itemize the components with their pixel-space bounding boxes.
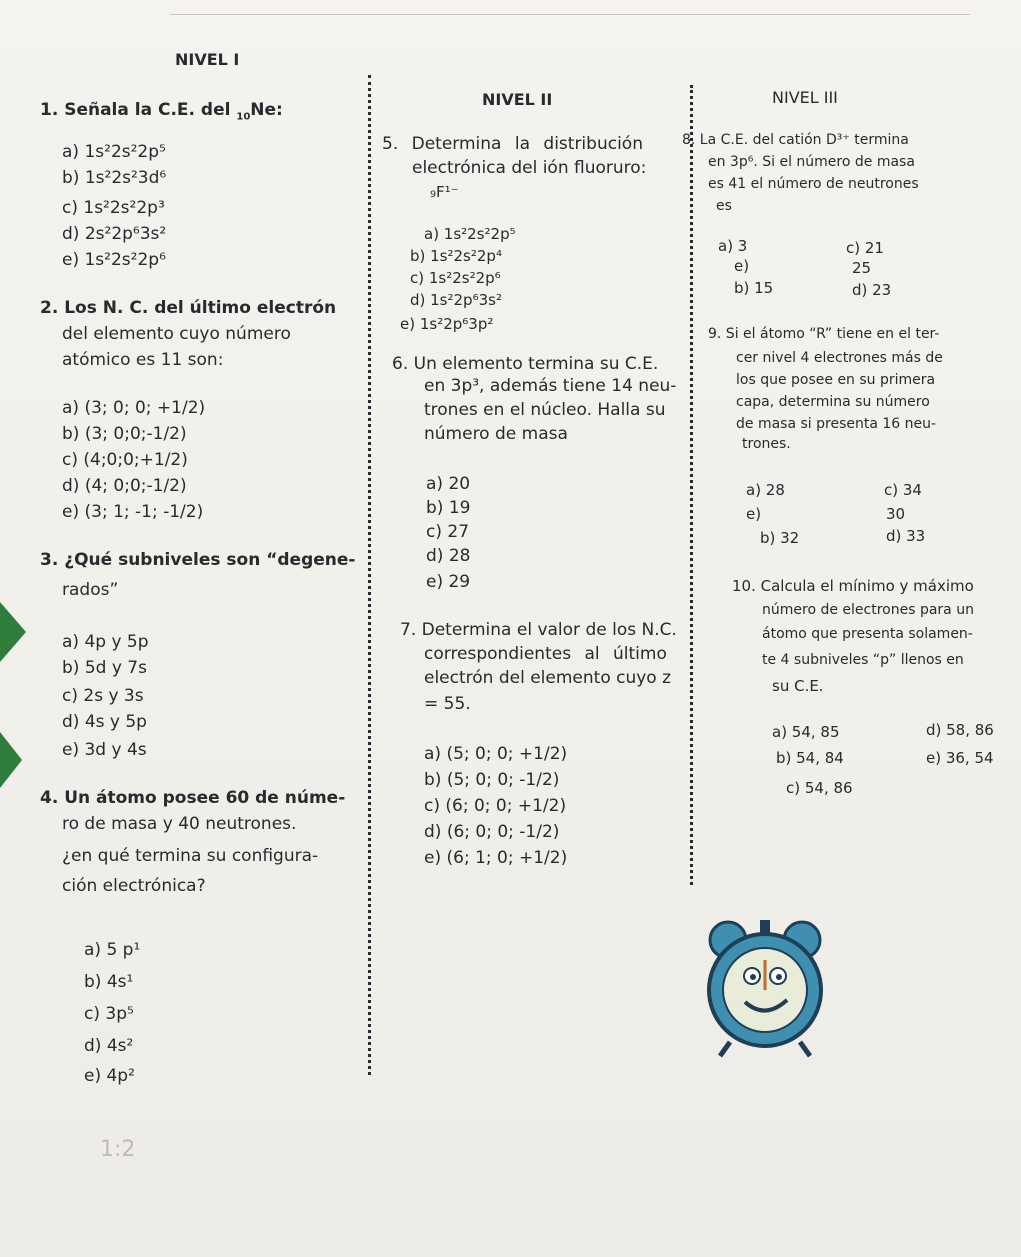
q5-option-a: a) 1s²2s²2p⁵ <box>424 225 516 243</box>
q10-option-e: e) 36, 54 <box>926 749 994 767</box>
q3-line-2: rados” <box>62 580 119 600</box>
q3-option-e: e) 3d y 4s <box>62 740 147 760</box>
q4-line-2: ro de masa y 40 neutrones. <box>62 814 297 834</box>
q7-option-e: e) (6; 1; 0; +1/2) <box>424 848 568 868</box>
level-2-heading: NIVEL II <box>482 90 553 109</box>
q6-option-d: d) 28 <box>426 546 471 566</box>
column-divider-left <box>368 75 371 1075</box>
q9-option-c: c) 34 <box>884 481 922 499</box>
q7-option-b: b) (5; 0; 0; -1/2) <box>424 770 560 790</box>
green-margin-mark <box>0 602 26 662</box>
q8-option-e-value: 25 <box>852 259 872 277</box>
q10-line-1: 10. Calcula el mínimo y máximo <box>732 577 974 595</box>
q5-option-c: c) 1s²2s²2p⁶ <box>410 269 501 287</box>
q2-line-2: del elemento cuyo número <box>62 324 291 344</box>
q1-title: 1. Señala la C.E. del $_{10}$Ne: <box>40 100 283 123</box>
q1-option-d: d) 2s²2p⁶3s² <box>62 224 167 244</box>
q8-option-a: a) 3 <box>718 237 748 255</box>
q10-option-a: a) 54, 85 <box>772 723 840 741</box>
q4-line-4: ción electrónica? <box>62 876 206 896</box>
q5-option-d: d) 1s²2p⁶3s² <box>410 291 502 309</box>
q10-line-3: átomo que presenta solamen- <box>762 626 973 642</box>
q10-line-2: número de electrones para un <box>762 602 974 618</box>
q1-option-e: e) 1s²2s²2p⁶ <box>62 250 166 270</box>
q6-line-1: 6. Un elemento termina su C.E. <box>392 354 659 374</box>
q6-line-2: en 3p³, además tiene 14 neu- <box>424 376 677 396</box>
q7-option-a: a) (5; 0; 0; +1/2) <box>424 744 568 764</box>
q9-option-e-value: 30 <box>886 505 906 523</box>
q6-option-c: c) 27 <box>426 522 470 542</box>
q2-option-c: c) (4;0;0;+1/2) <box>62 450 188 470</box>
q3-line-1: 3. ¿Qué subniveles son “degene- <box>40 550 356 570</box>
q7-line-2: correspondientes al último <box>424 644 667 664</box>
q2-line-3: atómico es 11 son: <box>62 350 224 370</box>
q9-line-6: trones. <box>742 436 791 452</box>
q6-line-3: trones en el núcleo. Halla su <box>424 400 666 420</box>
q8-line-3: es 41 el número de neutrones <box>708 176 919 192</box>
q2-line-1: 2. Los N. C. del último electrón <box>40 298 337 318</box>
q2-option-a: a) (3; 0; 0; +1/2) <box>62 398 206 418</box>
q2-option-b: b) (3; 0;0;-1/2) <box>62 424 187 444</box>
q3-option-a: a) 4p y 5p <box>62 632 149 652</box>
q7-option-c: c) (6; 0; 0; +1/2) <box>424 796 567 816</box>
q9-line-1: 9. Si el átomo “R” tiene en el ter- <box>708 326 940 342</box>
handwritten-note: 1:2 <box>100 1137 136 1162</box>
q9-line-5: de masa si presenta 16 neu- <box>736 416 937 432</box>
alarm-clock-icon <box>690 910 840 1060</box>
q7-option-d: d) (6; 0; 0; -1/2) <box>424 822 560 842</box>
q4-option-e: e) 4p² <box>84 1066 135 1086</box>
level-3-heading: NIVEL III <box>772 88 838 107</box>
q6-option-a: a) 20 <box>426 474 471 494</box>
q6-line-4: número de masa <box>424 424 568 444</box>
q9-line-4: capa, determina su número <box>736 394 930 410</box>
q6-option-e: e) 29 <box>426 572 471 592</box>
q3-option-d: d) 4s y 5p <box>62 712 147 732</box>
q2-option-e: e) (3; 1; -1; -1/2) <box>62 502 204 522</box>
q8-option-b: b) 15 <box>734 279 774 297</box>
q9-line-3: los que posee en su primera <box>736 372 936 388</box>
q1-option-c: c) 1s²2s²2p³ <box>62 198 165 218</box>
q9-option-e: e) <box>746 505 762 523</box>
q9-line-2: cer nivel 4 electrones más de <box>736 350 943 366</box>
q4-option-c: c) 3p⁵ <box>84 1004 134 1024</box>
q4-option-a: a) 5 p¹ <box>84 940 141 960</box>
q3-option-b: b) 5d y 7s <box>62 658 147 678</box>
top-edge-line <box>170 14 970 15</box>
green-margin-mark-2 <box>0 732 22 788</box>
column-divider-right <box>690 85 693 885</box>
q6-option-b: b) 19 <box>426 498 471 518</box>
q3-option-c: c) 2s y 3s <box>62 686 144 706</box>
q1-option-b: b) 1s²2s²3d⁶ <box>62 168 167 188</box>
q8-line-4: es <box>716 198 732 214</box>
q5-ion: ₉F¹⁻ <box>430 183 459 201</box>
q8-option-e: e) <box>734 257 750 275</box>
q10-option-d: d) 58, 86 <box>926 721 994 739</box>
q9-option-d: d) 33 <box>886 527 926 545</box>
q2-option-d: d) (4; 0;0;-1/2) <box>62 476 187 496</box>
q5-option-b: b) 1s²2s²2p⁴ <box>410 247 502 265</box>
q7-line-1: 7. Determina el valor de los N.C. <box>400 620 677 640</box>
q4-line-1: 4. Un átomo posee 60 de núme- <box>40 788 346 808</box>
q8-line-1: 8. La C.E. del catión D³⁺ termina <box>682 132 909 148</box>
q4-option-d: d) 4s² <box>84 1036 134 1056</box>
q10-option-b: b) 54, 84 <box>776 749 844 767</box>
q4-option-b: b) 4s¹ <box>84 972 134 992</box>
q8-option-d: d) 23 <box>852 281 892 299</box>
q7-line-3: electrón del elemento cuyo z <box>424 668 672 688</box>
q8-option-c: c) 21 <box>846 239 884 257</box>
q10-line-4: te 4 subniveles “p” llenos en <box>762 652 964 668</box>
q4-line-3: ¿en qué termina su configura- <box>62 846 319 866</box>
q9-option-b: b) 32 <box>760 529 800 547</box>
q8-line-2: en 3p⁶. Si el número de masa <box>708 154 915 170</box>
level-1-heading: NIVEL I <box>175 50 240 69</box>
q10-line-5: su C.E. <box>772 677 824 695</box>
q10-option-c: c) 54, 86 <box>786 779 853 797</box>
q5-line-2: electrónica del ión fluoruro: <box>412 158 647 178</box>
q5-line-1: 5. Determina la distribución <box>382 134 643 154</box>
q7-line-4: = 55. <box>424 694 471 714</box>
q1-option-a: a) 1s²2s²2p⁵ <box>62 142 166 162</box>
q5-option-e: e) 1s²2p⁶3p² <box>400 315 494 333</box>
q9-option-a: a) 28 <box>746 481 785 499</box>
